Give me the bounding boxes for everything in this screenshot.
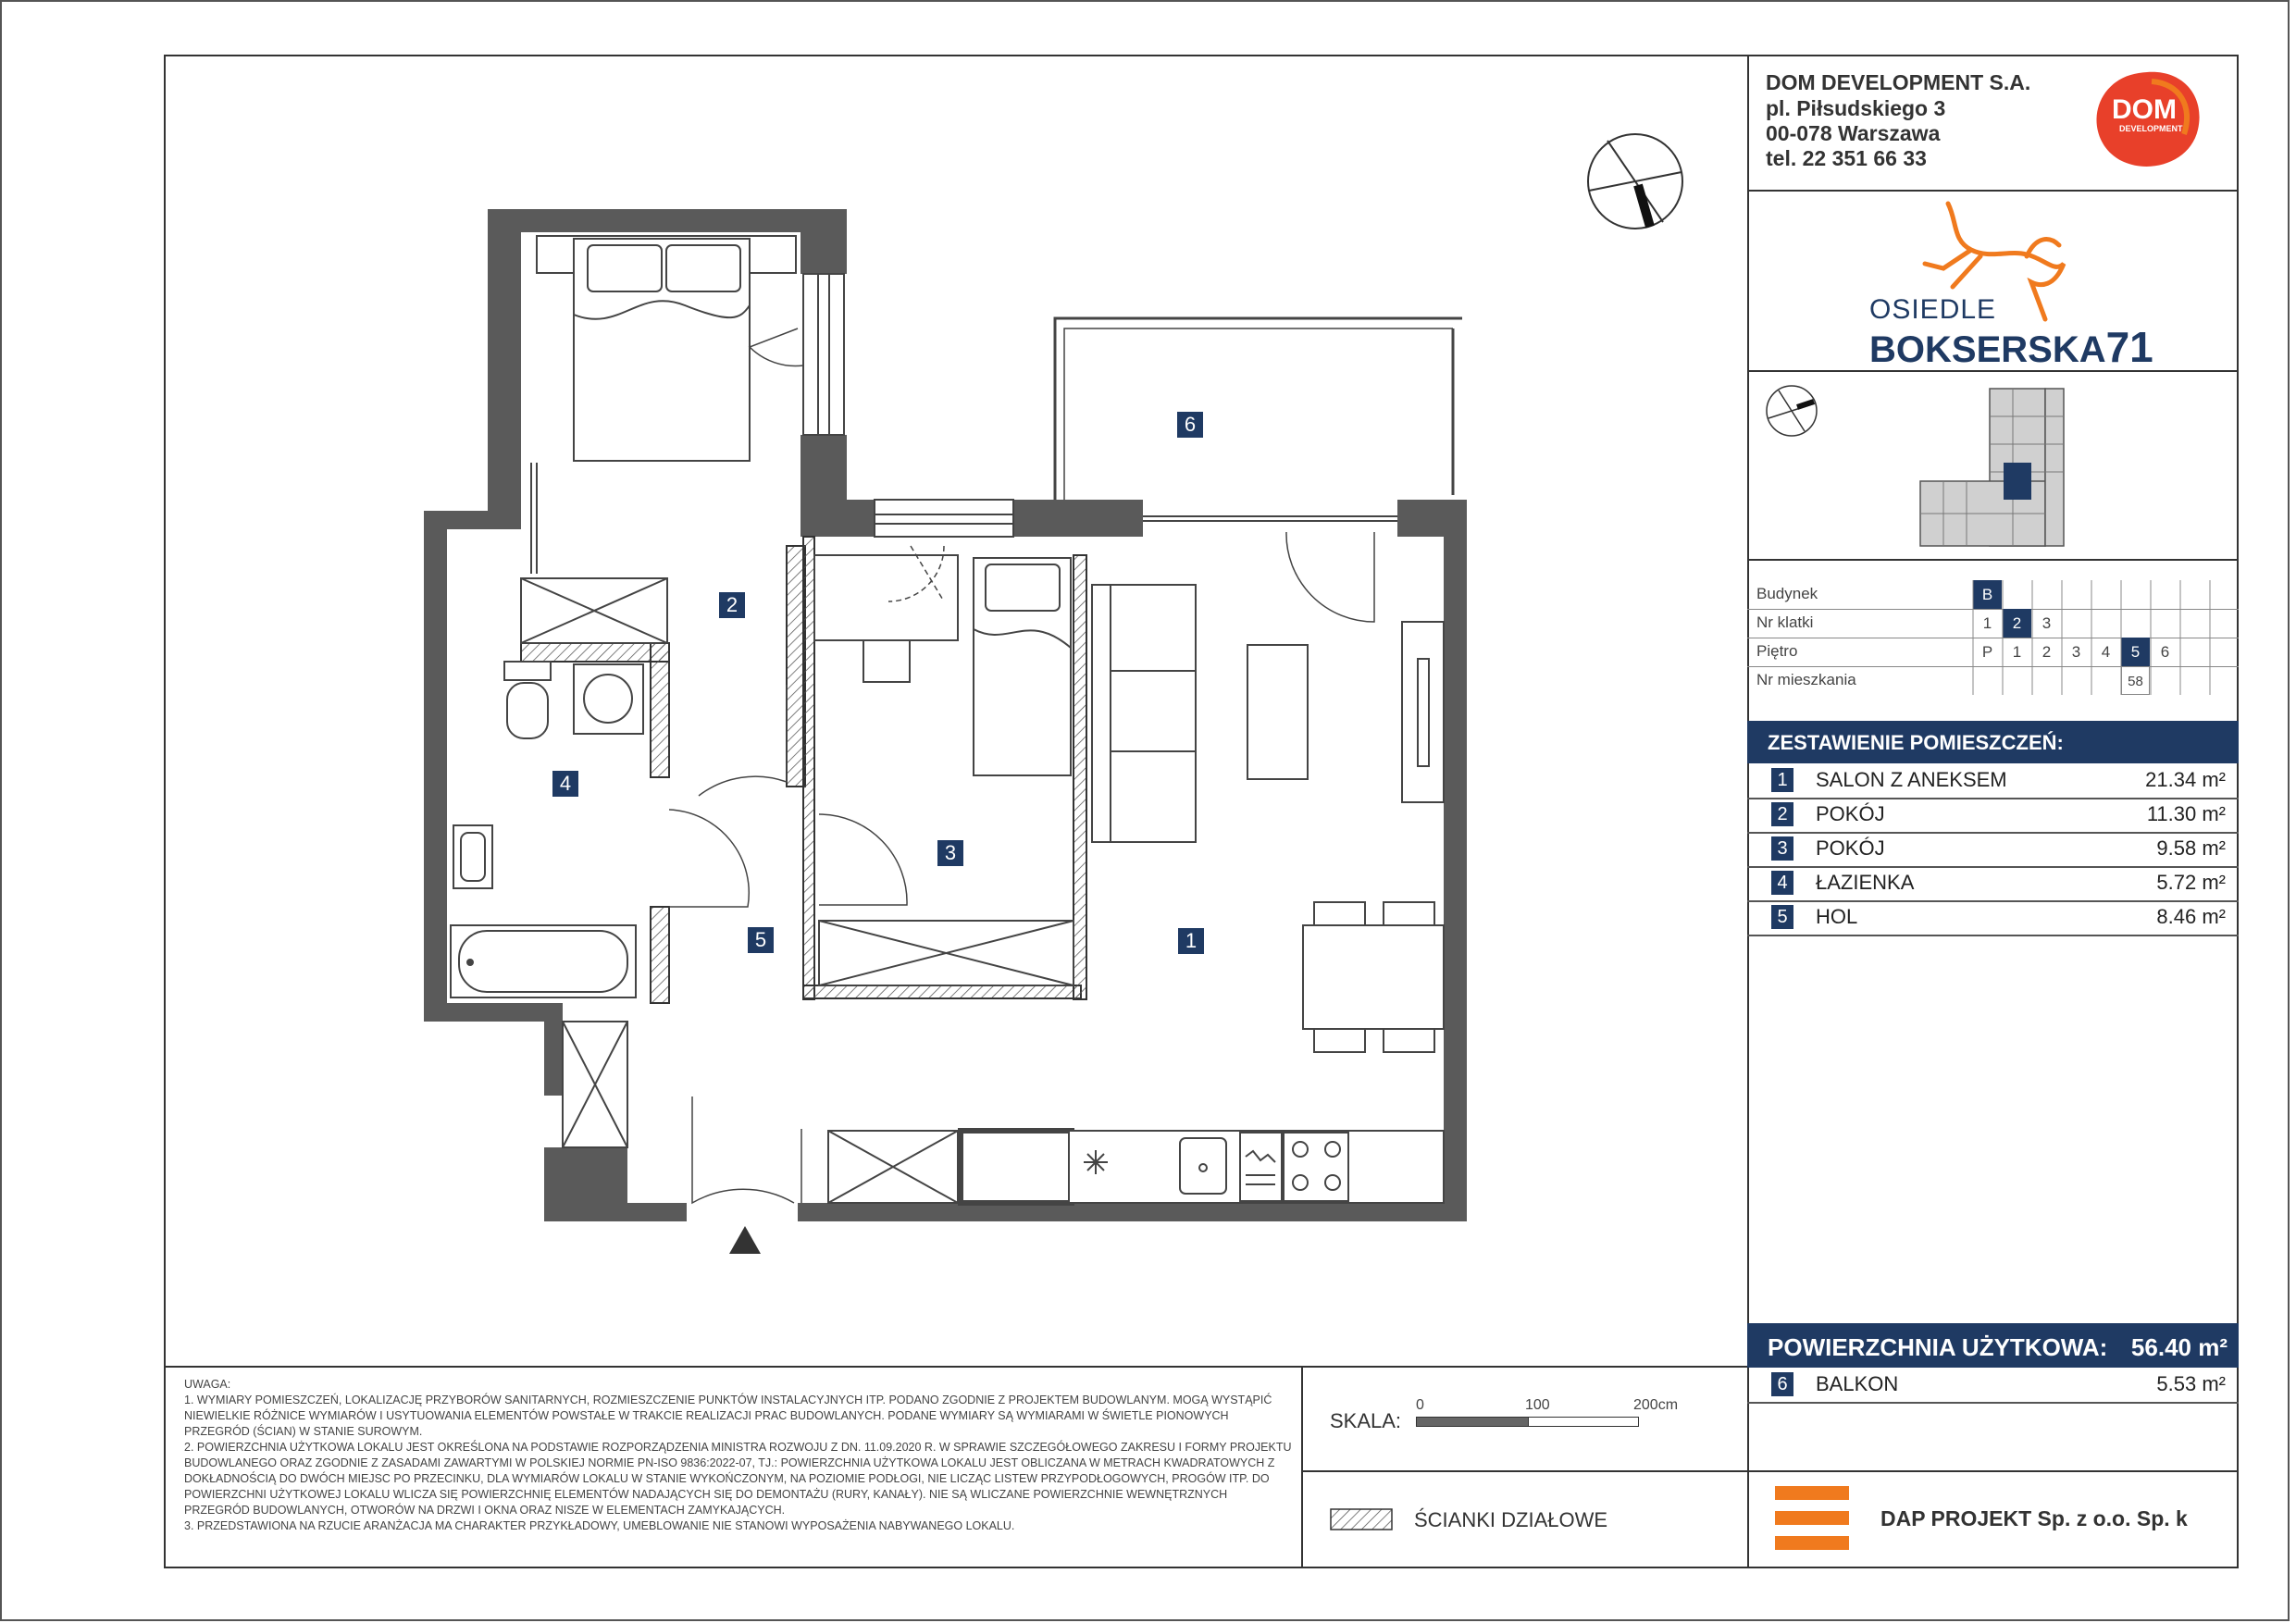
legend-partition-walls: ŚCIANKI DZIAŁOWE xyxy=(1414,1508,1608,1531)
entrance-arrow xyxy=(729,1226,761,1254)
dap-logo-bar xyxy=(1775,1536,1849,1550)
selector-value: 2 xyxy=(2042,643,2052,661)
room-number: 1 xyxy=(1771,768,1793,792)
wardrobe-room2 xyxy=(521,578,667,643)
scale-tick-200: 200cm xyxy=(1633,1397,1679,1413)
logo-text-dom: DOM xyxy=(2112,94,2177,125)
selector-value: 5 xyxy=(2121,638,2150,666)
scale-tick-100: 100 xyxy=(1525,1397,1550,1413)
selector-value: 58 xyxy=(2121,666,2150,695)
room-area: 9.58 m² xyxy=(2156,836,2226,860)
logo-text-development: DEVELOPMENT xyxy=(2119,124,2183,133)
selector-label: Nr klatki xyxy=(1756,613,1814,631)
note-2: 2. POWIERZCHNIA UŻYTKOWA LOKALU JEST OKREŚLONA NA PODSTAWIE ROZPORZĄDZENIA MINISTRA ROZWOJU Z DN. 11.09.2020 R. W SPRAWIE SZCZEGÓŁOWEGO ZAKRESU I FORMY PROJEKTU BUDOWLANEGO ORAZ ZGODNIE Z ZASADAMI ZAWARTYMI W POLSKIEJ NORMIE PN-ISO 9836:2022-07, TJ.: POWIERZCHNIA UŻYTKOWA LOKALU JEST OBLICZANA W METRACH KWADRATOWYCH Z DOKŁADNOŚCIĄ DO DWÓCH MIEJSC PO PRZECINKU, DLA WYMIARÓW LOKALU W STANIE WYKOŃCZONYM, NA POZIOMIE PODŁOGI, NIE LICZĄC LISTEW PRZYPODŁOGOWYCH, PROGÓW ITP. DO POWIERZCHNI UŻYTKOWEJ LOKALU WLICZA SIĘ POWIERZCHNIĘ ELEMENTÓW NADAJĄCYCH SIĘ DO DEMONTAŻU (RURY, KANAŁY). NIE SĄ WLICZANE POWIERZCHNIE WEWNĘTRZNYCH PRZEGRÓD BUDOWLANYCH, OTWORÓW NA DRZWI I OKNA ORAZ NISZE W ELEMENTACH ZAMYKAJĄCYCH. xyxy=(184,1441,1292,1517)
selector-value: 3 xyxy=(2071,643,2081,661)
room-label-6: 6 xyxy=(1177,412,1203,438)
divider xyxy=(1747,1470,2239,1472)
bathroom-fixtures xyxy=(451,662,643,997)
room-name: BALKON xyxy=(1816,1372,1899,1395)
room-label-4: 4 xyxy=(552,771,578,797)
scale-bar xyxy=(1416,1417,1529,1427)
divider xyxy=(164,1366,1747,1368)
room-area: 5.53 m² xyxy=(2156,1372,2226,1395)
room-area: 5.72 m² xyxy=(2156,871,2226,894)
total-area-bar xyxy=(1747,1323,2239,1368)
company-phone: tel. 22 351 66 33 xyxy=(1766,146,1927,170)
selector-label: Piętro xyxy=(1756,642,1798,660)
divider xyxy=(1301,1470,1747,1472)
project-name-number: 71 xyxy=(2105,323,2153,371)
designer-name: DAP PROJEKT Sp. z o.o. Sp. k xyxy=(1880,1506,2188,1530)
room-name: SALON Z ANEKSEM xyxy=(1816,768,2007,791)
selector-value: 4 xyxy=(2101,643,2111,661)
dap-logo-bar xyxy=(1775,1486,1849,1500)
building-block xyxy=(1920,389,2064,546)
selector-value: 3 xyxy=(2042,614,2052,632)
room-row xyxy=(1747,901,2239,936)
divider xyxy=(1301,1366,1303,1568)
scale-tick-0: 0 xyxy=(1416,1397,1424,1413)
selector-value: 6 xyxy=(2160,643,2170,661)
selector-value: B xyxy=(1973,580,2002,609)
room-area: 11.30 m² xyxy=(2146,802,2226,825)
rooms-header xyxy=(1747,721,2239,763)
room-row xyxy=(1747,764,2239,799)
total-area-label: POWIERZCHNIA UŻYTKOWA: xyxy=(1768,1333,2108,1361)
room-area: 21.34 m² xyxy=(2145,768,2226,791)
room-number: 2 xyxy=(1771,802,1793,826)
site-key-plan xyxy=(0,0,2296,574)
room-label-2: 2 xyxy=(719,592,745,618)
hall-wardrobe xyxy=(563,921,1074,1147)
room-label-1: 1 xyxy=(1178,928,1204,954)
room-name: HOL xyxy=(1816,905,1858,928)
kitchen-counter xyxy=(828,1131,1444,1203)
room-name: POKÓJ xyxy=(1816,836,1885,860)
total-area-value: 56.40 m² xyxy=(2130,1333,2228,1361)
selector-label: Budynek xyxy=(1756,585,1818,602)
room-row xyxy=(1747,833,2239,868)
highlighted-unit xyxy=(2004,463,2031,500)
room-number: 6 xyxy=(1771,1372,1793,1396)
room-number: 4 xyxy=(1771,871,1793,895)
dap-logo xyxy=(1775,1486,1849,1551)
room-row xyxy=(1747,867,2239,902)
company-name: DOM DEVELOPMENT S.A. xyxy=(1766,70,2031,94)
selector-value: P xyxy=(1981,643,1993,661)
note-1: 1. WYMIARY POMIESZCZEŃ, LOKALIZACJĘ PRZYBORÓW SANITARNYCH, ROZMIESZCZENIE PUNKTÓW INSTALACYJNYCH ITP. PODANO ZGODNIE Z PROJEKTEM BUDOWLANYM. MOGĄ WYSTĄPIĆ NIEWIELKIE RÓŻNICE WYMIARÓW I USYTUOWANIA ELEMENTÓW POWSTAŁE W TRAKCIE REALIZACJI PRAC BUDOWLANYCH. PODANE WYMIARY SĄ WYMIARAMI W ŚWIETLE PIONOWYCH PRZEGRÓD (ŚCIAN) W STANIE SUROWYM. xyxy=(184,1394,1272,1438)
room-name: POKÓJ xyxy=(1816,802,1885,825)
room-area: 8.46 m² xyxy=(2156,905,2226,928)
rooms-title: ZESTAWIENIE POMIESZCZEŃ: xyxy=(1768,731,2064,754)
living-furniture xyxy=(1092,585,1444,1052)
room-label-5: 5 xyxy=(748,927,774,953)
room-name: ŁAZIENKA xyxy=(1816,871,1915,894)
room-number: 5 xyxy=(1771,905,1793,929)
mini-compass xyxy=(1767,386,1817,436)
balcony-row xyxy=(1747,1369,2239,1404)
selector-value: 2 xyxy=(2003,609,2031,638)
project-name-line1: OSIEDLE xyxy=(1869,294,1997,325)
room3-furniture xyxy=(814,555,1071,775)
selector-label: Nr mieszkania xyxy=(1756,671,1856,688)
room-number: 3 xyxy=(1771,836,1793,861)
room-label-3: 3 xyxy=(937,840,963,866)
dap-logo-bar xyxy=(1775,1511,1849,1525)
company-address-2: 00-078 Warszawa xyxy=(1766,121,1941,145)
scale-bar-empty xyxy=(1528,1417,1639,1427)
selector-value: 1 xyxy=(1982,614,1992,632)
room-row xyxy=(1747,799,2239,834)
hatch-legend-icon xyxy=(1330,1508,1393,1530)
note-3: 3. PRZEDSTAWIONA NA RZUCIE ARANŻACJA MA CHARAKTER PRZYKŁADOWY, UMEBLOWANIE NIE STANOWI WYPOSAŻENIA NABYWANEGO LOKALU. xyxy=(184,1519,1015,1532)
company-address-1: pl. Piłsudskiego 3 xyxy=(1766,96,1946,120)
scale-label: SKALA: xyxy=(1330,1409,1402,1432)
selector-grid-lines xyxy=(1747,580,2239,695)
project-name-word: BOKSERSKA xyxy=(1869,329,2106,370)
selector-value: 1 xyxy=(2012,643,2022,661)
notes-title: UWAGA: xyxy=(184,1378,231,1391)
notes xyxy=(184,1377,1293,1534)
